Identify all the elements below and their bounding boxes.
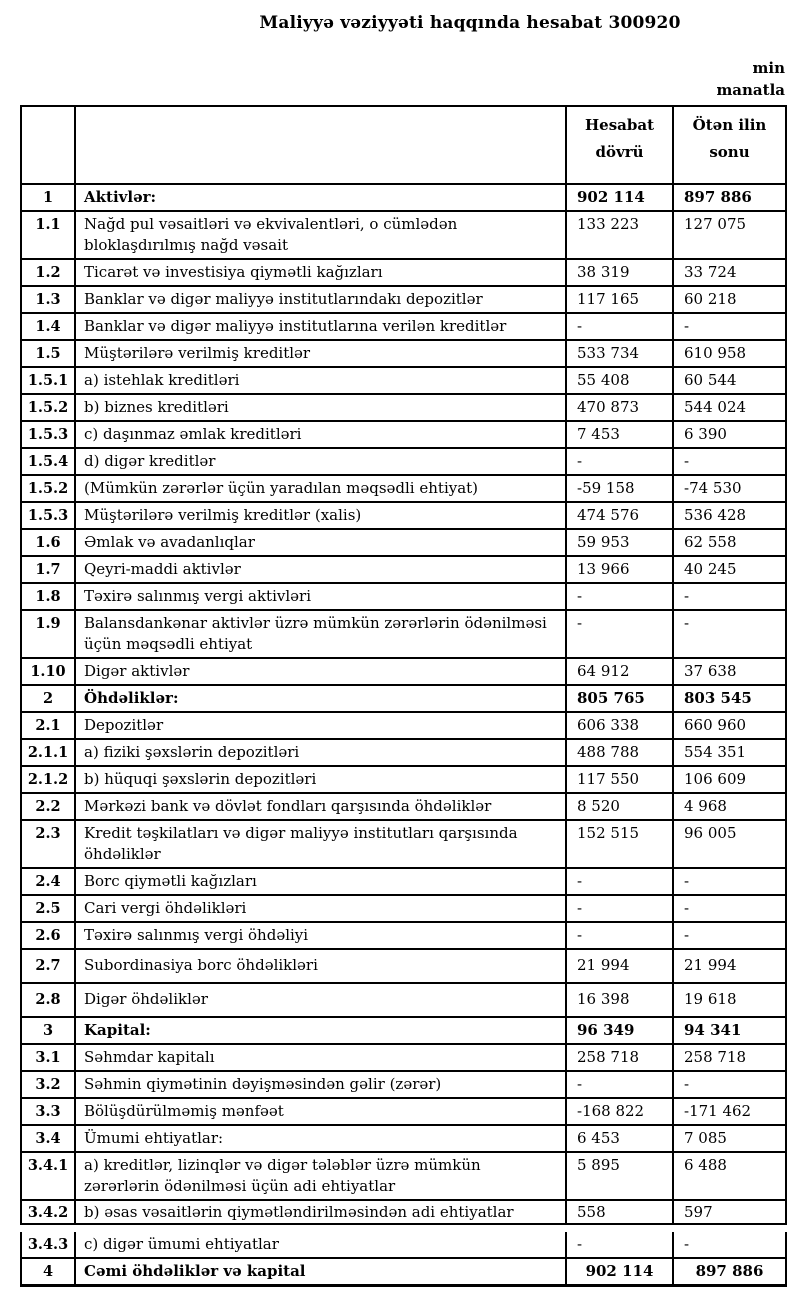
value-prior-cell: 4 968 — [673, 793, 786, 820]
row-number-cell: 2 — [21, 685, 75, 712]
row-label-cell: Cari vergi öhdəlikləri — [75, 895, 566, 922]
unit-note-line-1: min — [752, 59, 785, 77]
table-row — [21, 421, 786, 448]
row-number-cell: 2.1.1 — [21, 739, 75, 766]
row-number-cell: 3.4.1 — [21, 1152, 75, 1200]
row-number-cell: 1.2 — [21, 259, 75, 286]
value-prior-cell: 897 886 — [673, 1258, 786, 1286]
value-current-cell: 5 895 — [566, 1152, 673, 1200]
row-label-cell: Depozitlər — [75, 712, 566, 739]
row-label-cell: Müştərilərə verilmiş kreditlər — [75, 340, 566, 367]
table-row — [21, 211, 786, 259]
value-current-cell: 55 408 — [566, 367, 673, 394]
header-current-period: Hesabat dövrü — [566, 106, 673, 184]
unit-note — [716, 57, 785, 101]
table-row — [21, 739, 786, 766]
balance-sheet-table-continued — [20, 1232, 787, 1287]
row-number-cell: 1.5 — [21, 340, 75, 367]
table-row — [21, 1232, 786, 1258]
row-label-cell: Səhmin qiymətinin dəyişməsindən gəlir (zərər) — [75, 1071, 566, 1098]
row-number-cell: 2.8 — [21, 983, 75, 1017]
table-row — [21, 1017, 786, 1044]
row-label-cell: c) daşınmaz əmlak kreditləri — [75, 421, 566, 448]
value-current-cell: 488 788 — [566, 739, 673, 766]
table-row — [21, 766, 786, 793]
table-row — [21, 394, 786, 421]
table-row — [21, 1098, 786, 1125]
table-row — [21, 184, 786, 211]
table-row — [21, 1152, 786, 1200]
value-prior-cell: 258 718 — [673, 1044, 786, 1071]
row-number-cell: 1.5.2 — [21, 475, 75, 502]
row-number-cell: 3.2 — [21, 1071, 75, 1098]
row-number-cell: 2.5 — [21, 895, 75, 922]
table-row — [21, 448, 786, 475]
row-label-cell: Balansdankənar aktivlər üzrə mümkün zərərlərin ödənilməsi üçün məqsədli ehtiyat — [75, 610, 566, 658]
report-title: Maliyyə vəziyyəti haqqında hesabat 300920 — [259, 13, 681, 33]
table-row — [21, 1200, 786, 1224]
row-label-cell: Təxirə salınmış vergi aktivləri — [75, 583, 566, 610]
value-prior-cell: -74 530 — [673, 475, 786, 502]
value-current-cell: - — [566, 610, 673, 658]
value-current-cell: -59 158 — [566, 475, 673, 502]
value-current-cell: - — [566, 448, 673, 475]
value-current-cell: - — [566, 313, 673, 340]
value-prior-cell: 610 958 — [673, 340, 786, 367]
row-number-cell: 3.3 — [21, 1098, 75, 1125]
value-prior-cell: 7 085 — [673, 1125, 786, 1152]
value-current-cell: 8 520 — [566, 793, 673, 820]
row-number-cell: 1.4 — [21, 313, 75, 340]
value-current-cell: 21 994 — [566, 949, 673, 983]
table-row — [21, 529, 786, 556]
table-row — [21, 286, 786, 313]
value-prior-cell: 21 994 — [673, 949, 786, 983]
row-label-cell: Bölüşdürülməmiş mənfəət — [75, 1098, 566, 1125]
value-current-cell: 474 576 — [566, 502, 673, 529]
value-prior-cell: 19 618 — [673, 983, 786, 1017]
value-current-cell: - — [566, 868, 673, 895]
header-item-cell — [75, 106, 566, 184]
value-current-cell: 117 550 — [566, 766, 673, 793]
row-number-cell: 1.9 — [21, 610, 75, 658]
value-current-cell: 133 223 — [566, 211, 673, 259]
row-number-cell: 1.5.1 — [21, 367, 75, 394]
row-label-cell: b) biznes kreditləri — [75, 394, 566, 421]
row-label-cell: b) hüquqi şəxslərin depozitləri — [75, 766, 566, 793]
row-number-cell: 4 — [21, 1258, 75, 1286]
value-prior-cell: 127 075 — [673, 211, 786, 259]
value-prior-cell: 94 341 — [673, 1017, 786, 1044]
table-row — [21, 313, 786, 340]
row-number-cell: 1.8 — [21, 583, 75, 610]
value-current-cell: 96 349 — [566, 1017, 673, 1044]
row-label-cell: Ümumi ehtiyatlar: — [75, 1125, 566, 1152]
row-number-cell: 2.6 — [21, 922, 75, 949]
row-number-cell: 2.4 — [21, 868, 75, 895]
row-number-cell: 2.7 — [21, 949, 75, 983]
row-label-cell: Qeyri-maddi aktivlər — [75, 556, 566, 583]
value-current-cell: 64 912 — [566, 658, 673, 685]
row-label-cell: Əmlak və avadanlıqlar — [75, 529, 566, 556]
row-number-cell: 3.4.2 — [21, 1200, 75, 1224]
row-label-cell: c) digər ümumi ehtiyatlar — [75, 1232, 566, 1258]
table-row — [21, 820, 786, 868]
row-label-cell: Aktivlər: — [75, 184, 566, 211]
table-row — [21, 556, 786, 583]
unit-note-line-2: manatla — [716, 81, 785, 99]
row-label-cell: Səhmdar kapitalı — [75, 1044, 566, 1071]
value-current-cell: 13 966 — [566, 556, 673, 583]
row-number-cell: 1.7 — [21, 556, 75, 583]
value-prior-cell: -171 462 — [673, 1098, 786, 1125]
header-row — [21, 106, 786, 184]
row-label-cell: Təxirə salınmış vergi öhdəliyi — [75, 922, 566, 949]
row-number-cell: 2.3 — [21, 820, 75, 868]
value-prior-cell: 536 428 — [673, 502, 786, 529]
table-row — [21, 1125, 786, 1152]
value-current-cell: 805 765 — [566, 685, 673, 712]
row-number-cell: 3.4 — [21, 1125, 75, 1152]
balance-sheet — [20, 105, 789, 1287]
value-prior-cell: - — [673, 448, 786, 475]
balance-sheet-table — [20, 105, 787, 1225]
row-label-cell: b) əsas vəsaitlərin qiymətləndirilməsindən adi ehtiyatlar — [75, 1200, 566, 1224]
value-prior-cell: - — [673, 895, 786, 922]
row-number-cell: 3.4.3 — [21, 1232, 75, 1258]
value-current-cell: 117 165 — [566, 286, 673, 313]
value-current-cell: 59 953 — [566, 529, 673, 556]
header-prior-year: Ötən ilin sonu — [673, 106, 786, 184]
value-current-cell: -168 822 — [566, 1098, 673, 1125]
value-current-cell: 6 453 — [566, 1125, 673, 1152]
row-label-cell: a) istehlak kreditləri — [75, 367, 566, 394]
table-row — [21, 367, 786, 394]
row-label-cell: Nağd pul vəsaitləri və ekvivalentləri, o cümlədən bloklaşdırılmış nağd vəsait — [75, 211, 566, 259]
value-prior-cell: 60 218 — [673, 286, 786, 313]
row-number-cell: 2.1.2 — [21, 766, 75, 793]
table-row — [21, 340, 786, 367]
row-label-cell: (Mümkün zərərlər üçün yaradılan məqsədli ehtiyat) — [75, 475, 566, 502]
row-label-cell: Müştərilərə verilmiş kreditlər (xalis) — [75, 502, 566, 529]
row-label-cell: Subordinasiya borc öhdəlikləri — [75, 949, 566, 983]
row-label-cell: Digər öhdəliklər — [75, 983, 566, 1017]
value-prior-cell: - — [673, 313, 786, 340]
row-number-cell: 2.2 — [21, 793, 75, 820]
row-label-cell: a) fiziki şəxslərin depozitləri — [75, 739, 566, 766]
row-number-cell: 1.3 — [21, 286, 75, 313]
row-label-cell: Cəmi öhdəliklər və kapital — [75, 1258, 566, 1286]
value-current-cell: 16 398 — [566, 983, 673, 1017]
page-break-gap — [20, 1225, 789, 1232]
row-number-cell: 3.1 — [21, 1044, 75, 1071]
value-prior-cell: 803 545 — [673, 685, 786, 712]
value-prior-cell: 897 886 — [673, 184, 786, 211]
table-row — [21, 1044, 786, 1071]
row-number-cell: 1.5.3 — [21, 421, 75, 448]
table-row — [21, 922, 786, 949]
table-row — [21, 685, 786, 712]
value-current-cell: 152 515 — [566, 820, 673, 868]
value-current-cell: - — [566, 1232, 673, 1258]
row-number-cell: 1.10 — [21, 658, 75, 685]
row-label-cell: Digər aktivlər — [75, 658, 566, 685]
value-prior-cell: 6 390 — [673, 421, 786, 448]
row-label-cell: Ticarət və investisiya qiymətli kağızları — [75, 259, 566, 286]
table-row — [21, 259, 786, 286]
table-row — [21, 712, 786, 739]
row-label-cell: Mərkəzi bank və dövlət fondları qarşısında öhdəliklər — [75, 793, 566, 820]
row-label-cell: d) digər kreditlər — [75, 448, 566, 475]
value-prior-cell: 554 351 — [673, 739, 786, 766]
value-prior-cell: 106 609 — [673, 766, 786, 793]
value-current-cell: 902 114 — [566, 1258, 673, 1286]
value-current-cell: - — [566, 1071, 673, 1098]
row-label-cell: Öhdəliklər: — [75, 685, 566, 712]
table-row — [21, 983, 786, 1017]
table-row — [21, 868, 786, 895]
table-row — [21, 502, 786, 529]
row-number-cell: 3 — [21, 1017, 75, 1044]
value-prior-cell: 544 024 — [673, 394, 786, 421]
value-prior-cell: - — [673, 1071, 786, 1098]
value-prior-cell: - — [673, 583, 786, 610]
table-row — [21, 895, 786, 922]
value-current-cell: - — [566, 895, 673, 922]
table-row — [21, 793, 786, 820]
value-current-cell: 38 319 — [566, 259, 673, 286]
value-current-cell: - — [566, 922, 673, 949]
table-row — [21, 475, 786, 502]
value-current-cell: 258 718 — [566, 1044, 673, 1071]
row-number-cell: 1.6 — [21, 529, 75, 556]
value-prior-cell: 33 724 — [673, 259, 786, 286]
row-number-cell: 2.1 — [21, 712, 75, 739]
value-prior-cell: 660 960 — [673, 712, 786, 739]
row-label-cell: Kredit təşkilatları və digər maliyyə institutları qarşısında öhdəliklər — [75, 820, 566, 868]
value-prior-cell: - — [673, 610, 786, 658]
value-prior-cell: 60 544 — [673, 367, 786, 394]
row-number-cell: 1.5.2 — [21, 394, 75, 421]
row-label-cell: Borc qiymətli kağızları — [75, 868, 566, 895]
row-number-cell: 1.5.3 — [21, 502, 75, 529]
value-prior-cell: 40 245 — [673, 556, 786, 583]
value-current-cell: 470 873 — [566, 394, 673, 421]
row-label-cell: Banklar və digər maliyyə institutlarına verilən kreditlər — [75, 313, 566, 340]
row-number-cell: 1.5.4 — [21, 448, 75, 475]
table-row — [21, 583, 786, 610]
header-number-cell — [21, 106, 75, 184]
value-prior-cell: 96 005 — [673, 820, 786, 868]
table-row — [21, 1258, 786, 1286]
row-number-cell: 1.1 — [21, 211, 75, 259]
value-current-cell: 558 — [566, 1200, 673, 1224]
value-prior-cell: 597 — [673, 1200, 786, 1224]
value-prior-cell: - — [673, 868, 786, 895]
value-current-cell: 902 114 — [566, 184, 673, 211]
row-number-cell: 1 — [21, 184, 75, 211]
row-label-cell: a) kreditlər, lizinqlər və digər tələblər üzrə mümkün zərərlərin ödənilməsi üçün adi ehtiyatlar — [75, 1152, 566, 1200]
value-prior-cell: 37 638 — [673, 658, 786, 685]
value-current-cell: 606 338 — [566, 712, 673, 739]
row-label-cell: Banklar və digər maliyyə institutlarındakı depozitlər — [75, 286, 566, 313]
value-prior-cell: - — [673, 1232, 786, 1258]
table-row — [21, 610, 786, 658]
value-prior-cell: 6 488 — [673, 1152, 786, 1200]
row-label-cell: Kapital: — [75, 1017, 566, 1044]
value-current-cell: - — [566, 583, 673, 610]
value-current-cell: 7 453 — [566, 421, 673, 448]
table-row — [21, 658, 786, 685]
value-current-cell: 533 734 — [566, 340, 673, 367]
value-prior-cell: - — [673, 922, 786, 949]
table-row — [21, 1071, 786, 1098]
table-row — [21, 949, 786, 983]
value-prior-cell: 62 558 — [673, 529, 786, 556]
